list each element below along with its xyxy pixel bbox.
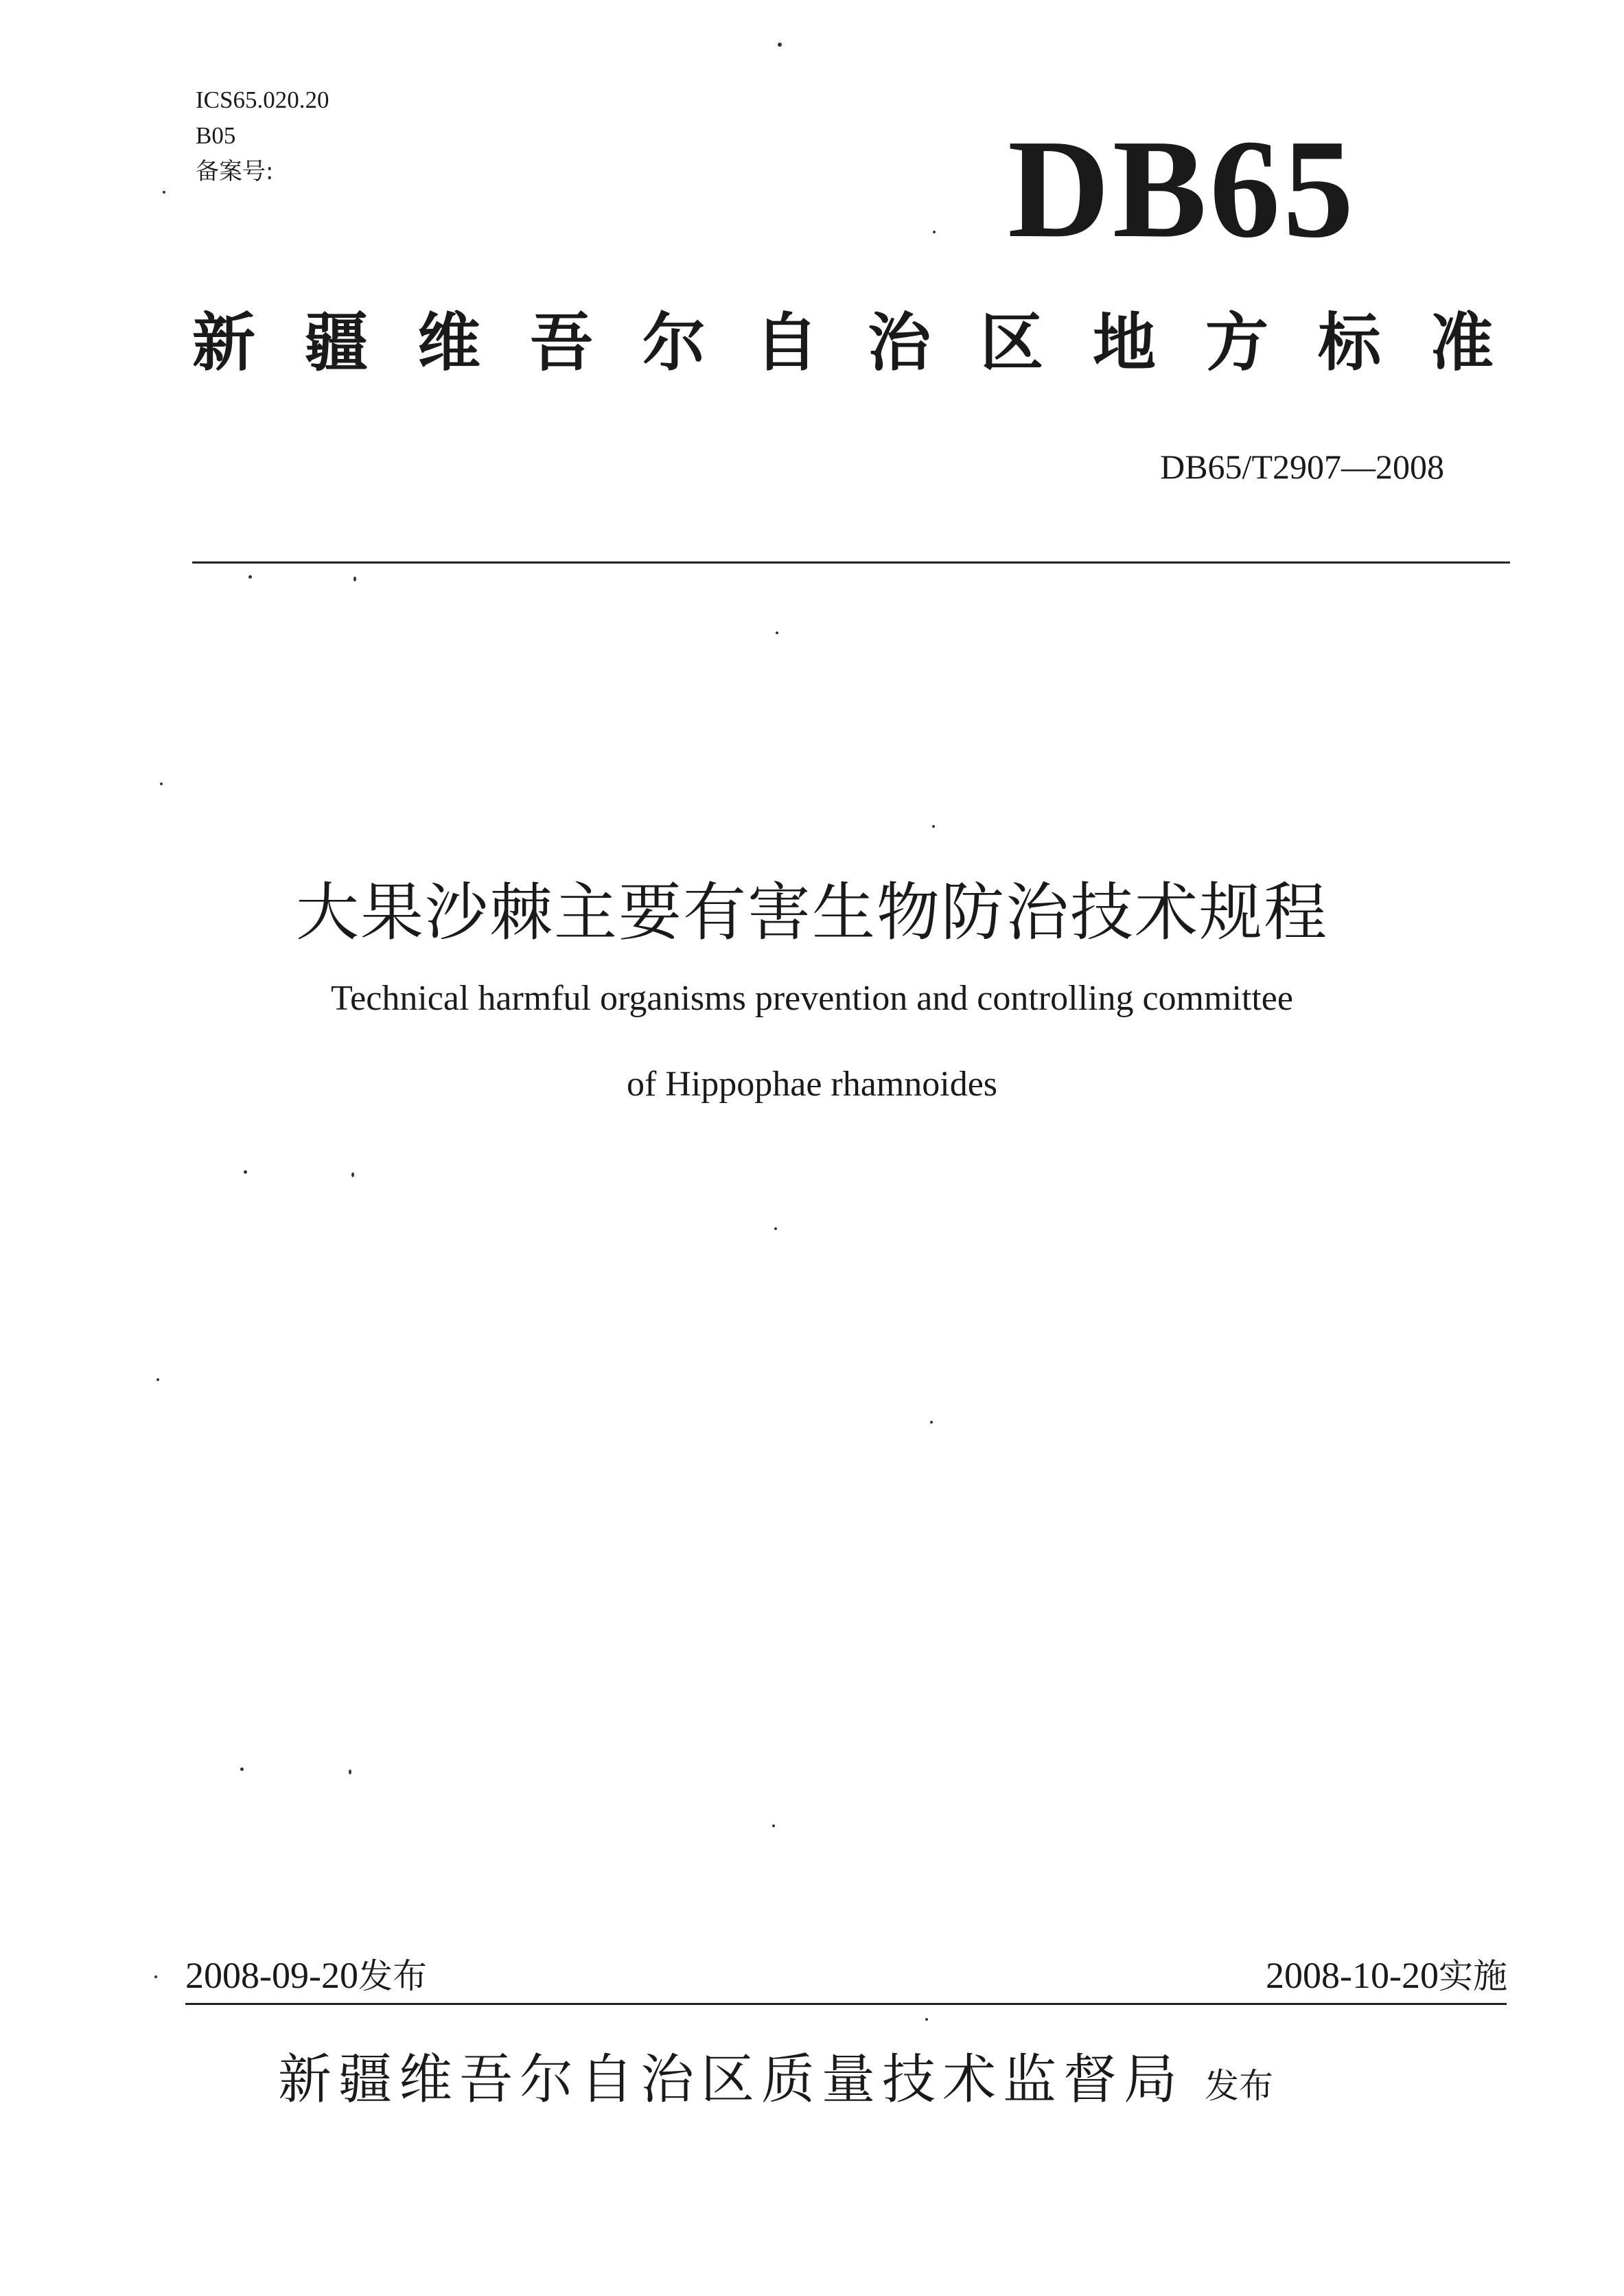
scan-speck	[930, 1421, 933, 1424]
scan-speck	[933, 231, 936, 233]
implementation-date-label: 实施	[1439, 1956, 1507, 1996]
issue-date-label: 发布	[358, 1956, 427, 1996]
scan-speck	[244, 1170, 247, 1174]
standard-type-heading: 新疆维吾尔自治区地方标准	[192, 306, 1544, 380]
ccs-code: B05	[196, 122, 236, 149]
document-title-english-line-2: of Hippophae rhamnoides	[626, 1065, 998, 1104]
issuer-action: 发布	[1205, 2066, 1274, 2106]
scan-speck	[776, 631, 778, 634]
ics-code: ICS65.020.20	[196, 86, 329, 113]
scan-speck	[353, 577, 356, 581]
record-number-label: 备案号:	[196, 158, 274, 185]
issue-date-value: 2008-09-20	[185, 1955, 358, 1996]
scan-speck	[925, 2018, 928, 2021]
document-title-english-line-1: Technical harmful organisms prevention and controlling committee	[331, 979, 1293, 1018]
scan-speck	[774, 1227, 777, 1230]
issue-date	[185, 1953, 427, 1999]
scan-speck	[248, 575, 252, 579]
scan-speck	[778, 43, 782, 47]
scan-speck	[932, 825, 935, 828]
header-divider	[192, 561, 1510, 564]
scan-speck	[240, 1767, 244, 1771]
scan-speck	[160, 782, 163, 785]
issuer-line	[278, 2042, 1273, 2124]
standard-code-logo: DB65	[1008, 110, 1357, 267]
implementation-date	[1266, 1953, 1507, 1999]
standard-number: DB65/T2907—2008	[1160, 448, 1444, 486]
implementation-date-value: 2008-10-20	[1266, 1955, 1439, 1996]
scan-speck	[772, 1824, 775, 1827]
scan-speck	[163, 191, 165, 194]
scan-speck	[154, 1975, 157, 1978]
scan-speck	[156, 1378, 159, 1381]
issuer-name: 新疆维吾尔自治区质量技术监督局	[278, 2049, 1185, 2111]
scan-speck	[351, 1172, 354, 1177]
classification-block	[196, 82, 329, 189]
footer-divider	[185, 2003, 1507, 2005]
document-title-chinese: 大果沙棘主要有害生物防治技术规程	[295, 876, 1328, 949]
scan-speck	[349, 1770, 351, 1774]
